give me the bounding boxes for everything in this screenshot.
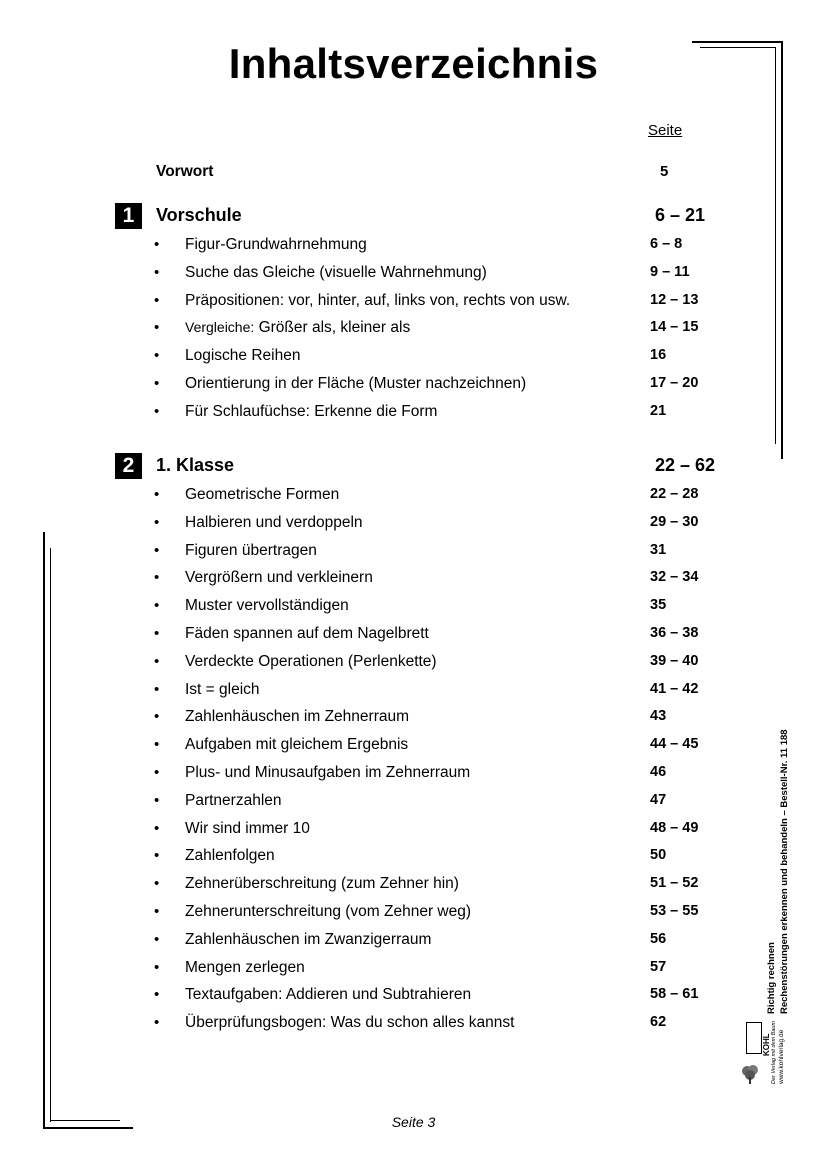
toc-entry-page: 43 bbox=[650, 708, 667, 725]
bullet-icon: • bbox=[154, 903, 160, 920]
toc-entry bbox=[0, 931, 827, 959]
toc-entry-page: 14 – 15 bbox=[650, 319, 699, 336]
bullet-icon: • bbox=[154, 875, 160, 893]
bullet-icon: • bbox=[154, 291, 160, 309]
toc-entry-page: 44 – 45 bbox=[650, 736, 699, 753]
toc-entry bbox=[0, 875, 827, 903]
toc-entry-page: 32 – 34 bbox=[650, 569, 699, 586]
bullet-icon: • bbox=[154, 569, 160, 587]
toc-entry bbox=[0, 736, 827, 764]
toc-entry-label: Zahlenfolgen bbox=[185, 847, 275, 865]
toc-entry-page: 12 – 13 bbox=[650, 291, 699, 308]
toc-entry bbox=[0, 236, 827, 264]
bullet-icon: • bbox=[154, 708, 160, 726]
toc-entry bbox=[0, 1014, 827, 1042]
toc-entry-page: 6 – 8 bbox=[650, 236, 683, 252]
section-title: Vorschule bbox=[156, 205, 242, 225]
toc-entry-page: 53 – 55 bbox=[650, 903, 699, 919]
bullet-icon: • bbox=[154, 347, 160, 365]
toc-entry-page: 48 – 49 bbox=[650, 819, 699, 836]
toc-entry-label: Logische Reihen bbox=[185, 347, 301, 365]
bullet-icon: • bbox=[154, 791, 160, 809]
toc-entry-page: 62 bbox=[650, 1014, 667, 1031]
toc-entry-page: 58 – 61 bbox=[650, 986, 699, 1003]
bullet-icon: • bbox=[154, 402, 160, 420]
toc-entry bbox=[0, 764, 827, 792]
toc-entry bbox=[0, 319, 827, 347]
bullet-icon: • bbox=[154, 319, 160, 337]
toc-entry bbox=[0, 820, 827, 848]
bullet-icon: • bbox=[154, 1014, 160, 1032]
toc-entry bbox=[0, 847, 827, 875]
bullet-icon: • bbox=[154, 680, 160, 698]
toc-entry-page: 36 – 38 bbox=[650, 625, 699, 641]
toc-entry-label-prefix: Vergleiche: bbox=[185, 319, 255, 336]
toc-entry-page: 21 bbox=[650, 402, 667, 419]
toc-entry-label: Präpositionen: vor, hinter, auf, links von, rechts von usw. bbox=[185, 291, 571, 309]
bullet-icon: • bbox=[154, 236, 160, 253]
toc-entry-page: 39 – 40 bbox=[650, 652, 699, 669]
toc-entry-page: 57 bbox=[650, 958, 667, 975]
section-page-range: 6 – 21 bbox=[655, 205, 706, 225]
page-footer: Seite 3 bbox=[391, 1114, 436, 1130]
publisher-logo-box bbox=[746, 1022, 762, 1054]
vorwort-label: Vorwort bbox=[156, 163, 214, 180]
toc-entry-label: Textaufgaben: Addieren und Subtrahieren bbox=[185, 986, 472, 1004]
toc-entry-label: Ist = gleich bbox=[185, 680, 260, 698]
sidebar-book-title: Richtig rechnen bbox=[766, 942, 777, 1014]
toc-entry-label: Vergrößern und verkleinern bbox=[185, 569, 373, 587]
toc-entry-page: 56 bbox=[650, 930, 667, 947]
toc-entry bbox=[0, 264, 827, 292]
bullet-icon: • bbox=[154, 986, 160, 1004]
publisher-slogan: Der Verlag mit dem Baum bbox=[771, 1020, 777, 1084]
toc-entry-label bbox=[185, 319, 410, 337]
toc-entry-label: Geometrische Formen bbox=[185, 486, 340, 503]
bullet-icon: • bbox=[154, 541, 160, 559]
toc-entry-label: Zehnerunterschreitung (vom Zehner weg) bbox=[185, 903, 472, 920]
toc-entry-label: Fäden spannen auf dem Nagelbrett bbox=[185, 625, 429, 642]
toc-entry-label: Aufgaben mit gleichem Ergebnis bbox=[185, 736, 409, 754]
toc-entry-label: Mengen zerlegen bbox=[185, 958, 305, 976]
toc-entry bbox=[0, 514, 827, 542]
toc-entry-label: Suche das Gleiche (visuelle Wahrnehmung) bbox=[185, 263, 487, 281]
toc-entry-page: 22 – 28 bbox=[650, 486, 699, 502]
section-page-range: 22 – 62 bbox=[655, 455, 716, 475]
publisher-logo: KOHL bbox=[762, 1033, 771, 1056]
toc-entry-page: 47 bbox=[650, 791, 667, 808]
bullet-icon: • bbox=[154, 597, 160, 615]
bullet-icon: • bbox=[154, 625, 160, 642]
toc-entry-page: 29 – 30 bbox=[650, 513, 699, 530]
bullet-icon: • bbox=[154, 736, 160, 754]
bullet-icon: • bbox=[154, 513, 160, 531]
toc-entry-label: Partnerzahlen bbox=[185, 791, 282, 809]
section-number-badge: 1 bbox=[115, 203, 142, 229]
toc-entry-page: 41 – 42 bbox=[650, 680, 699, 697]
toc-entry-page: 46 bbox=[650, 764, 667, 780]
toc-entry-page: 17 – 20 bbox=[650, 375, 699, 391]
bullet-icon: • bbox=[154, 847, 160, 865]
bullet-icon: • bbox=[154, 486, 160, 503]
bullet-icon: • bbox=[154, 375, 160, 392]
toc-entry bbox=[0, 375, 827, 403]
toc-entry-label: Muster vervollständigen bbox=[185, 597, 349, 615]
toc-entry bbox=[0, 959, 827, 987]
bullet-icon: • bbox=[154, 263, 160, 281]
section-title: 1. Klasse bbox=[156, 455, 235, 475]
toc-entry bbox=[0, 653, 827, 681]
toc-entry-label: Figur-Grundwahrnehmung bbox=[185, 236, 367, 253]
toc-entry bbox=[0, 542, 827, 570]
publisher-url: www.kohlverlag.de bbox=[778, 1029, 785, 1084]
toc-entry-page: 50 bbox=[650, 847, 667, 864]
seite-column-header: Seite bbox=[648, 122, 683, 139]
toc-entry bbox=[0, 486, 827, 514]
toc-entry-label: Zahlenhäuschen im Zwanzigerraum bbox=[185, 930, 432, 948]
toc-entry-label: Plus- und Minusaufgaben im Zehnerraum bbox=[185, 764, 471, 781]
bullet-icon: • bbox=[154, 819, 160, 837]
toc-entry-label: Verdeckte Operationen (Perlenkette) bbox=[185, 652, 437, 670]
tree-logo-icon bbox=[740, 1063, 760, 1085]
toc-entry-page: 9 – 11 bbox=[650, 263, 690, 280]
toc-entry bbox=[0, 403, 827, 431]
toc-entry-page: 51 – 52 bbox=[650, 875, 699, 892]
toc-entry bbox=[0, 681, 827, 709]
toc-entry-label: Für Schlaufüchse: Erkenne die Form bbox=[185, 402, 438, 420]
section-number-badge: 2 bbox=[115, 453, 142, 479]
page-title: Inhaltsverzeichnis bbox=[228, 40, 599, 87]
toc-entry-label: Zehnerüberschreitung (zum Zehner hin) bbox=[185, 875, 459, 893]
toc-entry-page: 16 bbox=[650, 347, 667, 364]
toc-entry-label: Figuren übertragen bbox=[185, 541, 317, 559]
sidebar-book-subtitle: Rechenstörungen erkennen und behandeln – Bestell-Nr. 11 188 bbox=[779, 729, 790, 1014]
toc-entry-label-text: Größer als, kleiner als bbox=[254, 319, 411, 337]
toc-entry-label: Orientierung in der Fläche (Muster nachzeichnen) bbox=[185, 375, 527, 392]
vorwort-page: 5 bbox=[660, 163, 669, 180]
toc-entry-label: Zahlenhäuschen im Zehnerraum bbox=[185, 708, 410, 726]
toc-entry-page: 31 bbox=[650, 541, 667, 558]
toc-entry bbox=[0, 708, 827, 736]
bullet-icon: • bbox=[154, 930, 160, 948]
bullet-icon: • bbox=[154, 652, 160, 670]
bullet-icon: • bbox=[154, 958, 160, 976]
bullet-icon: • bbox=[154, 764, 160, 781]
toc-entry bbox=[0, 292, 827, 320]
toc-entry bbox=[0, 986, 827, 1014]
toc-entry bbox=[0, 903, 827, 931]
toc-entry-label: Halbieren und verdoppeln bbox=[185, 513, 363, 531]
toc-entry bbox=[0, 347, 827, 375]
toc-entry bbox=[0, 569, 827, 597]
toc-entry-label: Überprüfungsbogen: Was du schon alles kannst bbox=[185, 1014, 515, 1032]
toc-entry bbox=[0, 792, 827, 820]
toc-entry bbox=[0, 597, 827, 625]
toc-entry-page: 35 bbox=[650, 597, 667, 614]
toc-entry-label: Wir sind immer 10 bbox=[185, 819, 310, 837]
toc-entry bbox=[0, 625, 827, 653]
